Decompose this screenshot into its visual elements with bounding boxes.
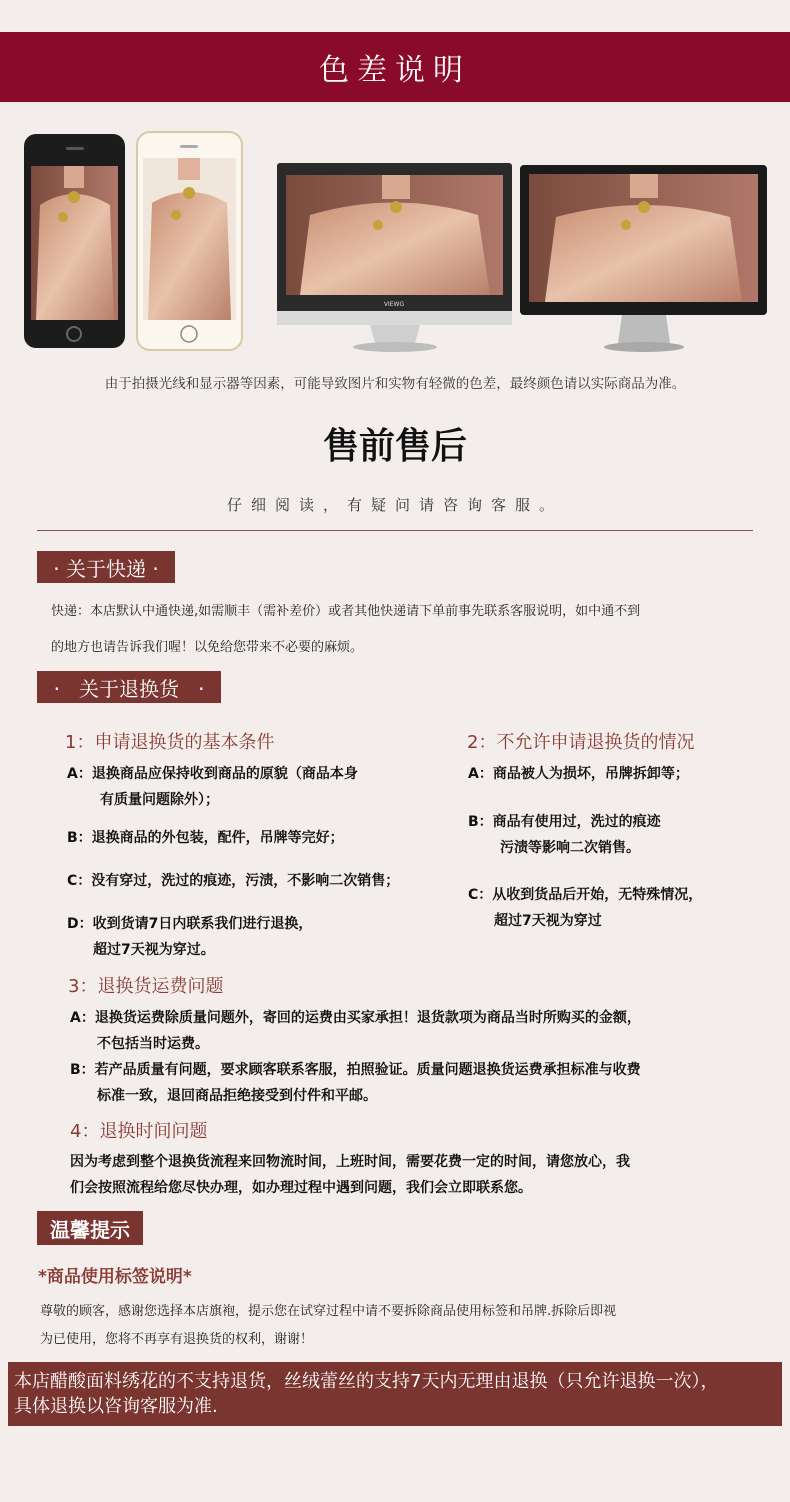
return-time-line-1: 因为考虑到整个退换货流程来回物流时间，上班时间，需要花费一定的时间，请您放心，我 [70, 1154, 630, 1170]
condition-b [67, 825, 344, 851]
return-time-line-2: 们会按照流程给您尽快办理，如办理过程中遇到问题，我们会立即联系您。 [70, 1180, 532, 1196]
return-time-title: 4：退换时间问题 [70, 1121, 208, 1142]
tips-tag [37, 1211, 143, 1245]
tips-line-1: 尊敬的顾客，感谢您选择本店旗袍，提示您在试穿过程中请不要拆除商品使用标签和吊牌.拆除后即视 [40, 1304, 617, 1319]
returns-tag-label: · 关于退换货 · [53, 676, 205, 701]
condition-c-line-1: C：没有穿过，洗过的痕迹，污渍，不影响二次销售； [67, 873, 400, 889]
shipping-fee-b-line-1: B：若产品质量有问题，要求顾客联系客服，拍照验证。质量问题退换货运费承担标准与收费 [70, 1062, 641, 1078]
shipping-fee-b [70, 1057, 641, 1109]
express-text-line-1: 快递：本店默认中通快递,如需顺丰（需补差价）或者其他快递请下单前事先联系客服说明，如中通不到 [51, 604, 641, 619]
not-allowed-title: 2：不允许申请退换货的情况 [467, 732, 695, 753]
tips-line-2: 为已使用，您将不再享有退换货的权利，谢谢！ [40, 1332, 314, 1347]
policy-line-2: 具体退换以咨询客服为准. [14, 1396, 218, 1417]
device-display-illustration [0, 125, 790, 360]
white-phone [137, 132, 242, 350]
color-difference-note: 由于拍摄光线和显示器等因素，可能导致图片和实物有轻微的色差，最终颜色请以实际商品为准。 [104, 376, 686, 392]
presale-aftersale-title: 售前售后 [322, 425, 467, 467]
banner-title: 色差说明 [319, 53, 471, 88]
policy-line-1: 本店醋酸面料绣花的不支持退货，丝绒蕾丝的支持7天内无理由退换（只允许退换一次）， [14, 1371, 719, 1392]
condition-a-line-1: A：退换商品应保持收到商品的原貌（商品本身 [67, 766, 358, 782]
monitor-black [520, 165, 767, 352]
condition-d-line-2: 超过7天视为穿过。 [93, 942, 215, 958]
shipping-fee-a-line-1: A：退换货运费除质量问题外，寄回的运费由买家承担！退货款项为商品当时所购买的金额， [70, 1010, 641, 1026]
monitor-silver [277, 163, 512, 352]
basic-conditions-title: 1：申请退换货的基本条件 [65, 732, 275, 753]
condition-a-line-2: 有质量问题除外）； [100, 792, 219, 808]
label-usage-title: *商品使用标签说明* [38, 1267, 192, 1287]
express-tag [37, 551, 175, 583]
not-allowed-b-line-1: B：商品有使用过，洗过的痕迹 [468, 814, 661, 830]
condition-d [67, 911, 312, 963]
shipping-fee-a-line-2: 不包括当时运费。 [97, 1036, 209, 1052]
shipping-fee-a [70, 1005, 641, 1057]
black-phone [24, 134, 125, 348]
monitor-brand-label: VIEWG [383, 301, 405, 308]
return-time-text [70, 1149, 630, 1201]
shipping-fee-b-line-2: 标准一致，退回商品拒绝接受到付件和平邮。 [97, 1088, 377, 1104]
not-allowed-c [468, 882, 702, 934]
condition-b-line-1: B：退换商品的外包装，配件，吊牌等完好； [67, 830, 344, 846]
condition-c [67, 868, 399, 894]
condition-a [67, 761, 358, 813]
not-allowed-c-line-1: C：从收到货品后开始，无特殊情况， [468, 887, 703, 903]
tips-tag-label: 温馨提示 [50, 1217, 130, 1242]
section-divider [37, 530, 753, 531]
not-allowed-c-line-2: 超过7天视为穿过 [494, 913, 602, 929]
presale-subtitle: 仔细阅读，有疑问请咨询客服。 [226, 496, 563, 514]
not-allowed-a-line-1: A：商品被人为损坏，吊牌拆卸等； [468, 766, 689, 782]
not-allowed-b [468, 809, 661, 861]
not-allowed-b-line-2: 污渍等影响二次销售。 [500, 840, 640, 856]
condition-d-line-1: D：收到货请7日内联系我们进行退换， [67, 916, 313, 932]
express-text-line-2: 的地方也请告诉我们喔！以免给您带来不必要的麻烦。 [51, 640, 364, 655]
shipping-fee-title: 3：退换货运费问题 [68, 976, 224, 997]
fabric-return-policy-notice [8, 1362, 782, 1426]
not-allowed-a [468, 761, 689, 787]
color-difference-banner [0, 32, 790, 102]
express-tag-label: · 关于快递 · [53, 556, 159, 581]
returns-tag [37, 671, 221, 703]
